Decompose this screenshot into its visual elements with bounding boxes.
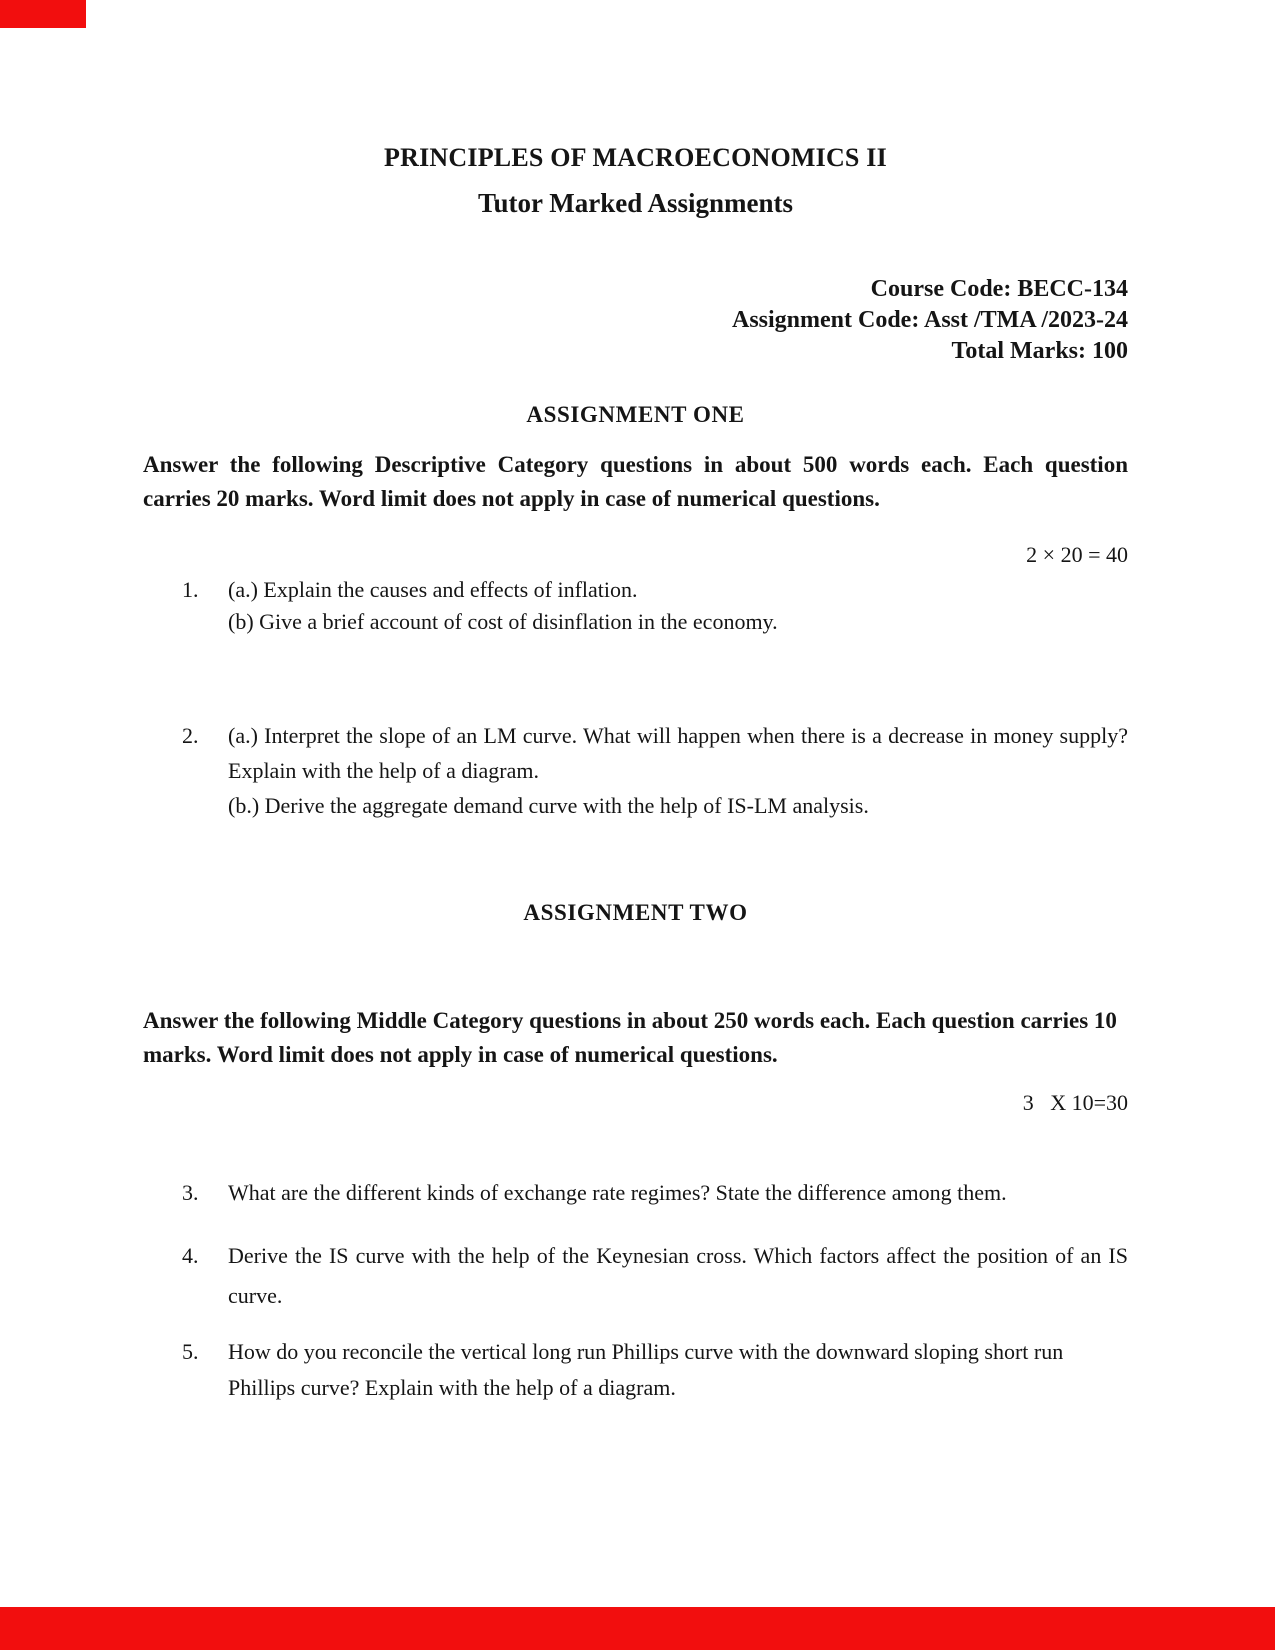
- course-code: Course Code: BECC-134: [870, 276, 1128, 302]
- total-marks: Total Marks: 100: [951, 338, 1128, 364]
- question-1-part-a: (a.) Explain the causes and effects of inflation.: [228, 577, 638, 602]
- assignment-two-instructions: Answer the following Middle Category questions in about 250 words each. Each question carries 10 marks. Word limit does not apply in case of numerical questions.: [143, 1008, 1117, 1067]
- question-2-number: 2.: [182, 723, 199, 748]
- assignment-one-marks-formula: 2 × 20 = 40: [1026, 542, 1128, 567]
- document-subtitle: Tutor Marked Assignments: [477, 188, 794, 218]
- question-3-text: What are the different kinds of exchange rate regimes? State the difference among them.: [228, 1180, 1007, 1205]
- question-2-part-b: (b.) Derive the aggregate demand curve with the help of IS-LM analysis.: [228, 793, 869, 818]
- question-4-text: Derive the IS curve with the help of the Keynesian cross. Which factors affect the position of an IS curve.: [228, 1243, 1128, 1308]
- question-1-part-b: (b) Give a brief account of cost of disinflation in the economy.: [228, 609, 778, 634]
- red-scan-mark-top-left: [0, 0, 86, 28]
- red-scan-bar-bottom: [0, 1607, 1275, 1650]
- question-3: [143, 1176, 1128, 1210]
- question-2-text: [228, 718, 1128, 823]
- question-1: [143, 574, 1128, 638]
- document-title: PRINCIPLES OF MACROECONOMICS II: [384, 143, 887, 172]
- question-5-number: 5.: [182, 1339, 199, 1364]
- question-5: [143, 1334, 1128, 1406]
- question-4: [143, 1236, 1128, 1316]
- question-2-part-a: (a.) Interpret the slope of an LM curve. What will happen when there is a decrease in money supply? Explain with the help of a diagram.: [228, 723, 1128, 783]
- question-5-text: How do you reconcile the vertical long run Phillips curve with the downward sloping short run Phillips curve? Explain with the help of a diagram.: [228, 1339, 1064, 1400]
- assignment-two-marks-formula: 3 X 10=30: [1022, 1090, 1128, 1115]
- assignment-two-heading: ASSIGNMENT TWO: [523, 900, 748, 925]
- question-1-text: [228, 574, 1128, 638]
- question-4-number: 4.: [182, 1243, 199, 1268]
- question-1-number: 1.: [182, 577, 199, 602]
- assignment-code: Assignment Code: Asst /TMA /2023-24: [731, 307, 1128, 333]
- question-2: [143, 718, 1128, 823]
- assignment-meta-block: [143, 274, 1128, 367]
- assignment-one-instructions: Answer the following Descriptive Category questions in about 500 words each. Each question carries 20 marks. Word limit does not apply in case of numerical questions.: [143, 452, 1128, 511]
- assignment-one-heading: ASSIGNMENT ONE: [526, 402, 745, 427]
- question-3-number: 3.: [182, 1180, 199, 1205]
